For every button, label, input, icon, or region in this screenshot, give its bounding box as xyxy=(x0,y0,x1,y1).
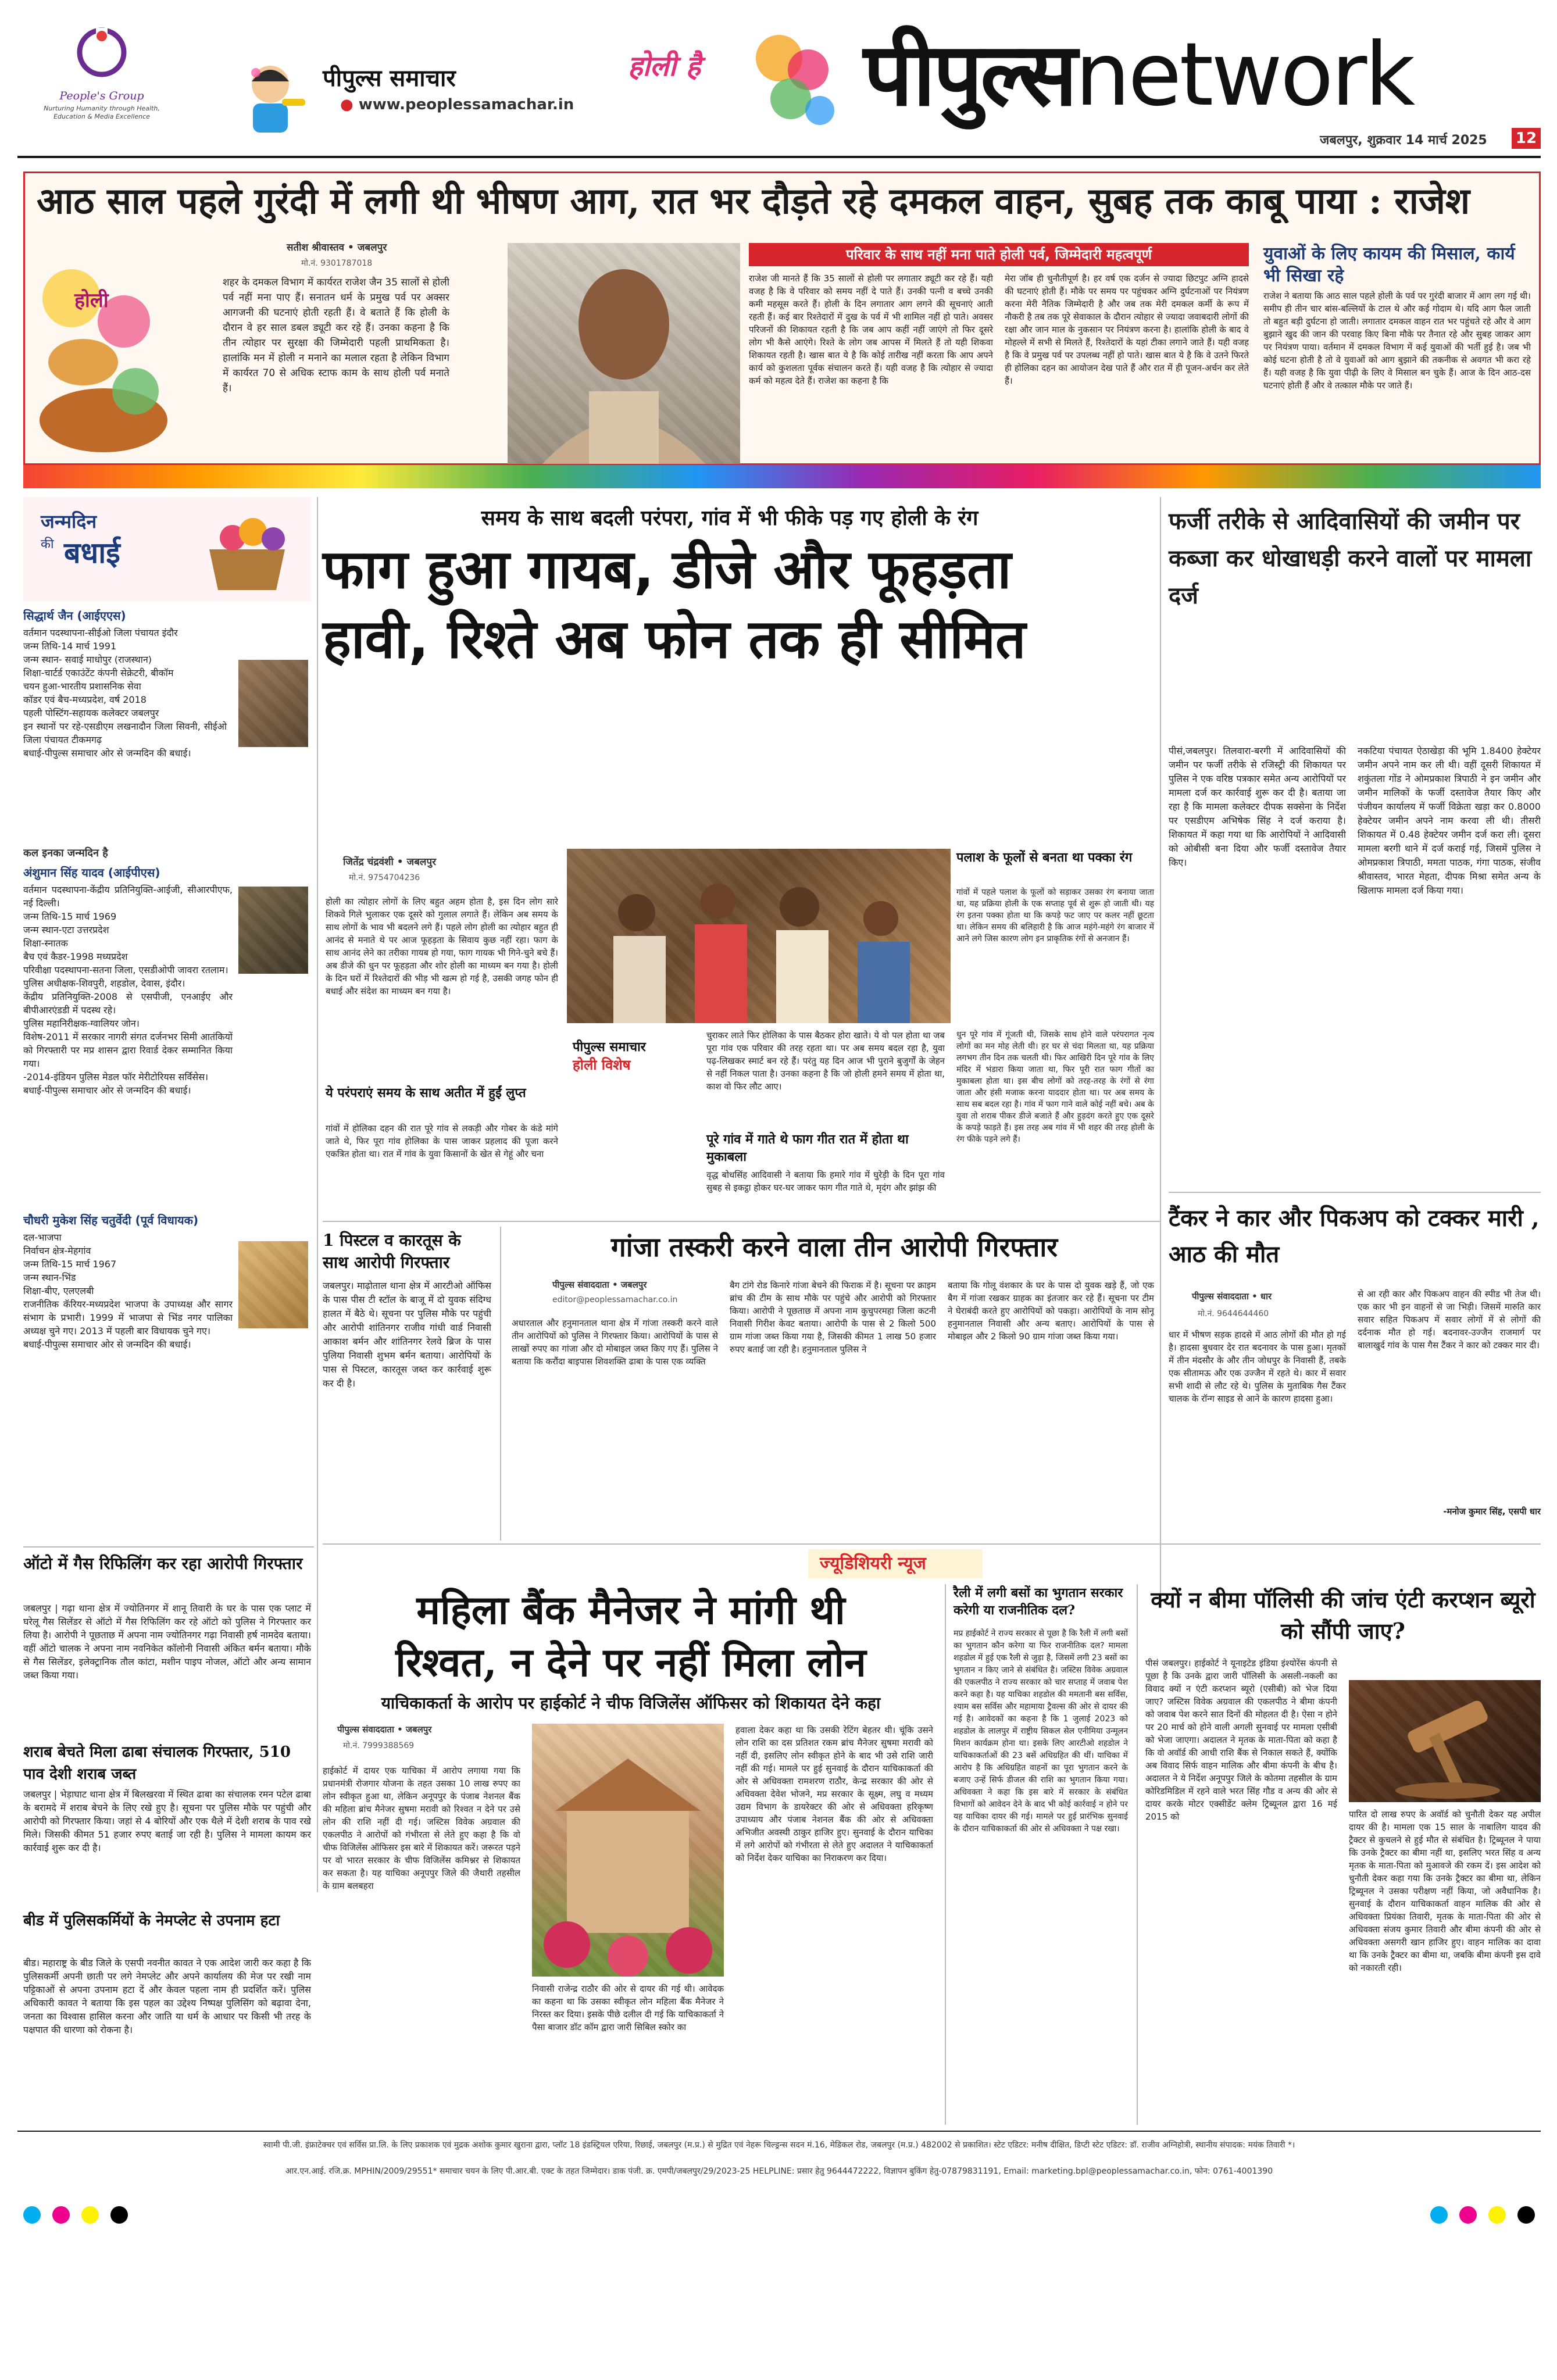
bank-headline xyxy=(323,1584,939,1689)
cmyk-bar-right xyxy=(1430,2206,1535,2224)
network-title-english: network xyxy=(1075,24,1413,126)
bima-col1: पीसं जबलपुर। हाईकोर्ट ने यूनाइटेड इंडिया इंश्योरेंस कंपनी से पूछा है कि उनके द्वारा जारी पॉलिसी के असली-नकली का विवाद क्यों न एंटी करप्शन ब्यूरो (एसीबी) को भेज दिया जाए? जस्टिस विवेक अग्रवाल की एकलपीठ ने बीमा कंपनी को जवाब पेश करने सात दिनों की मोहलत दी है। ऐसा न होने पर 20 मार्च को होने वाली अगली सुनवाई पर मामला एसीबी को भेजा जाएगा। अदालत ने मृतक के माता-पिता को कहा है कि वो अवॉर्ड की आधी राशि बैंक से निकाल सकते हैं, क्योंकि अब विवाद सिर्फ वाहन मालिक और बीमा कंपनी के बीच है। अदालत ने ये निर्देश अनूपपुर जिले के कोतमा तहसील के ग्राम कोरिडमिडिल में रहने वाले भरत सिंह गौड व अन्य की ओर से दायर करके मोटर एक्सीडेंट क्लेम ट्रिब्यूनल द्वारा 16 मई 2015 को xyxy=(1145,1658,1337,1822)
ganja-headline: गांजा तस्करी करने वाला तीन आरोपी गिरफ्तार xyxy=(610,1231,1058,1263)
network-title xyxy=(863,12,1413,128)
liquor-headline: शराब बेचते मिला ढाबा संचालक गिरफ्तार, 510 पाव देशी शराब जब्त xyxy=(23,1743,291,1783)
col-rule xyxy=(500,1227,501,1541)
tanker-col2: से आ रही कार और पिकअप वाहन की स्पीड भी तेज थी। एक कार भी इन वाहनों से जा भिड़ी। जिसमें मारुति कार सवार सहित पिकअप में सवार लोगों में से लोगों की दर्दनाक मौत हो गई। बदनावर-उज्जैन राजमार्ग पर बालाखुर्द गांव के पास गैस टैंकर ने कार को टक्कर मार दी। xyxy=(1358,1289,1541,1350)
birthday-kal: कल इनका जन्मदिन है xyxy=(23,847,108,859)
group-emblem-icon xyxy=(41,23,163,87)
gavel-photo xyxy=(1349,1680,1541,1802)
lead-mobile: मो.नं. 9301787018 xyxy=(301,259,373,268)
pistol-headline: 1 पिस्टल व कारतूस के साथ आरोपी गिरफ्तार xyxy=(323,1231,461,1272)
lead-intro: शहर के दमकल विभाग में कार्यरत राजेश जैन 35 सालों से होली पर्व नहीं मना पाए हैं। सनातन धर्म के प्रमुख पर्व पर अक्सर आगजनी की घटनाएं होती रहती हैं। वे बताते हैं कि होली के दौरान वे हर साल डबल ड्यूटी कर रहे हैं। उनका कहना है कि तीन त्योहार पर सुरक्षा की जिम्मेदारी पहली प्राथमिकता है। हालांकि मन में होली न मनाने का मलाल रहता है लेकिन विभाग में कार्यरत 70 से अधिक स्टाफ काम के साथ होली पर्व मनाते हैं। xyxy=(223,277,449,394)
paper-url-text: www.peoplessamachar.in xyxy=(358,96,574,113)
birthday-p3-text: दल-भाजपा निर्वाचन क्षेत्र-मेहगांव जन्म तिथि-15 मार्च 1967 जन्म स्थान-भिंड शिक्षा-बीए, एलएलबी राजनीतिक कॅरियर-मध्यप्रदेश भाजपा के उपाध्यक्ष और सागर संभाग के प्रभारी। 1999 में भाजपा से भिंड नगर पालिका अध्यक्ष चुने गए। 2013 में पहली बार विधायक चुने गए। बधाई-पीपुल्स समाचार ओर से जन्मदिन की बधाई। xyxy=(23,1232,233,1350)
bank-subhead: याचिकाकर्ता के आरोप पर हाईकोर्ट ने चीफ विजिलेंस ऑफिसर को शिकायत देने कहा xyxy=(381,1693,881,1713)
col-rule xyxy=(945,1584,946,2125)
birthday-p2-name: अंशुमान सिंह यादव (आईपीएस) xyxy=(23,866,160,880)
tanker-mobile: मो.नं. 9644644460 xyxy=(1198,1309,1269,1318)
auto-headline: ऑटो में गैस रिफिलिंग कर रहा आरोपी गिरफ्तार xyxy=(23,1554,303,1573)
cmyk-bar-left xyxy=(23,2206,128,2224)
gift-basket-icon xyxy=(192,503,302,596)
page-number: 12 xyxy=(1512,128,1541,149)
liquor-text: जबलपुर | भेड़ाघाट थाना क्षेत्र में बिलखरवा में स्थित ढाबा का संचालक रमन पटेल ढाबा के बरामदे में शराब बेचने के लिए रखे हुए है। सूचना पर पुलिस मौके पर पहुंची और आरोपी को गिरफ्तार किया। जहां से 4 बोरियों और एक थैले में देशी शराब के पाव रखे मिले। जिसकी कीमत 51 हजार रुपए बताई जा रही है। पुलिस ने मामला कायम कर कार्रवाई शुरू कर दी है। xyxy=(23,1789,311,1853)
tanker-byline: पीपुल्स संवाददाता • धार xyxy=(1192,1291,1272,1302)
palash-text: गांवों में पहले पलाश के फूलों को सड़ाकर उसका रंग बनाया जाता था, यह प्रक्रिया होली के एक सप्ताह पूर्व से शुरू हो जाती थी। यह रंग इतना पक्का होता था कि कपड़े फट जाए पर कलर नहीं छूटता था। लेकिन समय की बलिहारी है कि आज महंगे-महंगे रंग बाजार में आने लगे जिस कारण लोग इन प्राकृतिक रंगों से अनजान हैं। xyxy=(956,888,1154,944)
bima-col2: पारित दो लाख रुपए के अवॉर्ड को चुनौती देकर यह अपील दायर की है। मामला एक 15 साल के नाबालिग यादव की ट्रैक्टर से कुचलने से हुई मौत से संबंधित है। ट्रिब्यूनल ने पाया कि उनके ट्रैक्टर का बीमा नहीं था, इसलिए भरत सिंह व अन्य मृतक के माता-पिता को मुआवजे की रकम दें। इस आदेश को चुनौती देकर कहा गया कि उनके ट्रैक्टर का बीमा था, लेकिन ट्रिब्यूनल ने उसका परीक्षण नहीं किया, जो अवैधानिक है। सुनवाई के दौरान याचिकाकर्ता वाहन मालिक की ओर से अधिवक्ता प्रियंका तिवारी, मृतक के माता-पिता की ओर से अधिवक्ता संजय कुमार तिवारी और बीमा कंपनी की ओर से अधिवक्ता असगरी खान हाजिर हुए। वाहन मालिक का दावा था कि उनके ट्रैक्टर का बीमा था, जबकि बीमा कंपनी इस दावे को नकारती रही। xyxy=(1349,1809,1541,1973)
birthday-banner xyxy=(23,497,311,602)
lead-side-head: युवाओं के लिए कायम की मिसाल, कार्य भी सिखा रहे xyxy=(1263,244,1515,286)
header-divider xyxy=(17,156,1541,158)
fag-sub2: पूरे गांव में गाते थे फाग गीत रात में होता था मुकाबला xyxy=(706,1132,909,1164)
fag-mobile: मो.नं. 9754704236 xyxy=(349,873,420,882)
birthday-title-top: जन्मदिन xyxy=(41,510,97,533)
holi-hai-logo: होली है xyxy=(628,50,701,83)
judiciary-label xyxy=(808,1549,983,1578)
ganja-byline: पीपुल्स संवाददाता • जबलपुर xyxy=(552,1280,647,1290)
paper-title: पीपुल्स समाचार xyxy=(323,65,456,92)
bus-text: मप्र हाईकोर्ट ने राज्य सरकार से पूछा है कि रैली में लगी बसों का भुगतान कौन करेगा या फिर राजनीतिक दल? मामला शहडोल में हुई एक रैली से जुड़ा है, जिसमें लगी 23 बसों का भुगतान न किए जाने से संबंधित है। जस्टिस विवेक अग्रवाल की एकलपीठ ने राज्य सरकार को चार सप्ताह में जवाब पेश करने कहा है। यह याचिका शहडोल की ममतानी बस सर्विस, श्याम बस सर्विस और महामाया ट्रैवल्स की ओर से दायर की गई है। आवेदकों का कहना है कि 1 जुलाई 2023 को शहडोल के लालपुर में राष्ट्रीय सिकल सेल एनीमिया उन्मूलन मिशन कार्यक्रम होना था। इसके लिए आरटीओ शहडोल ने याचिकाकर्ताओं की 23 बसें अधिग्रहित की थीं। याचिका में आरोप है कि अधिग्रहित वाहनों का पूरा भुगतान करने के बजाए उन्हें सिर्फ डीजल की राशि का भुगतान किया गया। अधिवक्ता ने कहा कि इस बारे में सरकार के संबंधित विभागों को आवेदन देने के बाद भी कोई कार्रवाई न होने पर यह याचिका दायर की गई। मामले पर हुई प्रारंभिक सुनवाई के दौरान याचिकाकर्ता की ओर से अधिवक्ता ने पक्ष रखा। xyxy=(954,1629,1128,1834)
color-powder-strip xyxy=(23,465,1541,488)
fag-col1b: गांवों में होलिका दहन की रात पूरे गांव से लकड़ी और गोबर के कंडे मांगे जाते थे, फिर पूरा गांव होलिका के पास जाकर प्रहलाद की पूजा करने एकत्रित होता था। रात में गांव के युवा किसानों के खेत से गेहूं और चना xyxy=(326,1123,558,1159)
rajesh-photo xyxy=(508,243,740,464)
birthday-p1-name: सिद्धार्थ जैन (आईएएस) xyxy=(23,609,126,623)
bank-col1b: निवासी राजेन्द्र राठौर की ओर से दायर की गई थी। आवेदक का कहना था कि उसका स्वीकृत लोन महिला बैंक मैनेजर ने निरस्त कर दिया। इसके पीछे दलील दी गई कि याचिकाकर्ता ने पैसा बाजार डॉट कॉम द्वारा जारी सिबिल स्कोर का xyxy=(532,1984,724,2032)
group-tagline: Nurturing Humanity through Health, Education & Media Excellence xyxy=(44,105,160,120)
auto-text: जबलपुर | गढ़ा थाना क्षेत्र में ज्योतिनगर में शानू तिवारी के घर के पास एक प्लाट में घरेलू गैस सिलेंडर से ऑटो में गैस रिफिलिंग कर रहे ऑटो को पुलिस ने गिरफ्तार कर लिया है। आरोपी ने पूछताछ में अपना नाम ज्योतिनगर गढ़ा निवासी हर्ष नामदेव बताया। वहीं ऑटो चालक ने अपना नाम नवनिकेत कॉलोनी निवासी अंकित बर्मन बताया। मौके से गैस सिलेंडर, इलेक्ट्रानिक तौल कांटा, मशीन पाइप नोजल, ऑटो और अन्य सामान जब्त किया गया। xyxy=(23,1603,311,1681)
fag-col3: धुन पूरे गांव में गूंजती थी, जिसके साथ होने वाले परंपरागत नृत्य लोगों का मन मोह लेती थी। हर घर से चंदा मिलता था, यह प्रक्रिया लगभग तीन दिन तक चलती थी। फिर आखिरी दिन पूरे गांव के लिए मंदिर में भंडारा किया जाता था, फिर पूरी रात फाग गीतों का मुकाबला होता था। इस बीच लोगों को तरह-तरह के रंगों से रंगा जाता और हंसी मजाक करना याददार होता था। पर अब समय के साथ सब बदल रहा है। गांव में फाग गाने वाले कोई नहीं बचे। अब के युवा तो शराब पीकर डीजे बजाते हैं और हुड़दंग करते हुए एक दूसरे के कपड़े फाड़ते हैं। इस तरह अब गांव में भी शहर की तरह होली के रंग फीके पड़ने लगे हैं। xyxy=(956,1030,1154,1144)
adivasi-col1: पीसं,जबलपुर। तिलवारा-बरगी में आदिवासियों की जमीन पर फर्जी तरीके से रजिस्ट्री की शिकायत पर पुलिस ने एक वरिष्ठ पत्रकार समेत अन्य आरोपियों पर मामला दर्ज कर कार्रवाई शुरू कर दी है। बताया जा रहा है कि मामला कलेक्टर दीपक सक्सेना के निर्देश पर एसडीएम अभिषेक सिंह ने दर्ज कराया है। शिकायत में कहा गया था कि आरोपियों ने आदिवासी को ओबीसी बना दिया और फर्जी दस्तावेज तैयार किए। xyxy=(1169,745,1346,868)
section-rule xyxy=(23,1546,314,1548)
section-rule xyxy=(1169,1192,1541,1193)
lead-side-text: राजेश ने बताया कि आठ साल पहले होली के पर्व पर गुरंदी बाजार में आग लग गई थी। समीप ही तीन चार बांस-बल्लियों के टाल थे और कई गोदाम थे। यदि आग फैल जाती तो बहुत बड़ी दुर्घटना हो जाती। लगातार दमकल वाहन रात भर पहुंचते रहे और वे आग बुझाने खुद की जान की परवाह किए बिना मौके पर तैनात रहे और सुबह जाकर आग पर नियंत्रण पाया। वर्तमान में दमकल विभाग में कई युवाओं की भर्ती हुई है। जब भी कोई घटना होती है तो वे युवाओं को आग बुझाने की तकनीक से अवगत भी करा रहे हैं। यही वजह है कि युवा पीढ़ी के लिए वे मिसाल बन चुके हैं। आज के दिन आठ-दस घटनाएं होती हैं और वे तत्काल मौके पर जाते हैं। xyxy=(1263,291,1531,391)
fag-col1: होली का त्योहार लोगों के लिए बहुत अहम होता है, इस दिन लोग सारे शिकवे गिले भुलाकर एक दूसरे को गुलाल लगाते हैं। लेकिन अब समय के साथ लोगों के भाव भी बदलने लगे हैं। पहले लोग होली का त्योहार बहुत ही आनंद से मनाते थे पर आज फूहड़ता के सिवाय कुछ नहीं रहा। फाग के साथ आनंद लेने का तरीका गायब हो गया, फाग गायक भी गिने-चुने बचे हैं। अब डीजे की धुन पर फूहड़ता और शोर होली का माध्यम बन गया है। होली के दिन घरों में रिश्तेदारों की भीड़ भी खत्म हो गई है, उसकी जगह फोन ही बधाई और संदेश का माध्यम बन गया है। xyxy=(326,896,558,996)
birthday-p2-text: वर्तमान पदस्थापना-केंद्रीय प्रतिनियुक्ति-आईजी, सीआरपीएफ, नई दिल्ली। जन्म तिथि-15 मार्च 1969 जन्म स्थान-एटा उत्तरप्रदेश शिक्षा-स्नातक बैच एवं कैडर-1998 मध्यप्रदेश परिवीक्षा पदस्थापना-सतना जिला, एसडीओपी जावरा रतलाम। पुलिस अधीक्षक-शिवपुरी, शहडोल, देवास, इंदौर। केंद्रीय प्रतिनियुक्ति-2008 से एसपीजी, एनआईए और बीपीआरएंडडी में पदस्थ रहे। पुलिस महानिरीक्षक-ग्वालियर जोन। विशेष-2011 में सरकार नागरी संगत दर्जनभर सिमी आतंकियों को गिरफ्तारी पर मप्र शासन द्वारा रिवार्ड देकर सम्मानित किया गया। -2014-इंडियन पुलिस मेडल फॉर मेरीटोरियस सर्विसेस। बधाई-पीपुल्स समाचार ओर से जन्मदिन की बधाई। xyxy=(23,884,233,1096)
bank-col2: हवाला देकर कहा था कि उसकी रेटिंग बेहतर थी। चूंकि उसने लोन राशि का दस प्रतिशत रकम ब्रांच मैनेजर सुषमा मरावी को नहीं दी, इसलिए लोन स्वीकृत होने के बाद भी उसे राशि जारी नहीं की गई। मामले पर हुई सुनवाई के दौरान याचिकाकर्ता की ओर से अधिवक्ता रामशरण राठौर, केन्द्र सरकार की ओर से अधिवक्ता देवेश भोजने, मप्र सरकार के सूक्ष्म, लघु व मध्यम उद्यम विभाग के डायरेक्टर की ओर से अधिवक्ता हरिकृष्ण उपाध्याय और पंजाब नेशनल बैंक की ओर से अधिवक्ता अभिजीत अवस्थी ठाकुर हाजिर हुए। सुनवाई के दौरान याचिका में लगे आरोपों को गंभीरता से लेते हुए अदालत ने याचिकाकर्ता को निर्देश देकर याचिका का निराकरण कर दिया। xyxy=(735,1725,933,1863)
paper-url xyxy=(340,96,574,113)
peoples-group-logo xyxy=(41,23,163,145)
group-name: People's Group xyxy=(59,90,144,102)
holi-vishesh-badge xyxy=(573,1038,695,1074)
adivasi-col2: नकटिया पंचायत ऐठाखेड़ा की भूमि 1.8400 हेक्टेयर जमीन अपने नाम कर ली थी। वहीं दूसरी शिकायत में शकुंतला गोंड ने ओमप्रकाश त्रिपाठी ने इन जमीन और जमीन मालिकों के फर्जी दस्तावेज तैयार किए और पंजीयन कार्यालय में फर्जी विक्रेता खड़ा कर 0.8000 हेक्टेयर जमीन अपने नाम करवा ली थी। तीसरी शिकायत में 0.48 हेक्टेयर जमीन दर्ज करा ली। दूसरा मामला बरगी थाने में दर्ज कराई गई, जिसमें पुलिस ने ओमप्रकाश त्रिपाठी, ममता पाठक, गंगा पाठक, संजीव श्रीवास्तव, भारत मेहता, दीपक मिश्रा समेत अन्य के खिलाफ मामला दर्ज किया गया। xyxy=(1358,745,1541,896)
vishesh-paper: पीपुल्स समाचार xyxy=(573,1040,646,1055)
judiciary-label-text: ज्यूडिशियरी न्यूज xyxy=(820,1553,926,1574)
holi-kid-illustration xyxy=(233,58,308,140)
lead-col2: मेरा जॉब ही चुनौतीपूर्ण है। हर वर्ष एक दर्जन से ज्यादा छिटपुट अग्नि हादसे की घटनाएं होती हैं। मौके पर समय पर पहुंचकर अग्नि दुर्घटनाओं पर नियंत्रण करना मेरी नैतिक जिम्मेदारी है और जब तक मेरी दमकल कर्मी के रूप में नौकरी है तब तक पूरे सेवाकाल के दौरान त्योहार से ज्यादा जवाबदारी लोगों की रक्षा और जान माल के नुकसान पर नियंत्रण करना है। हालांकि होली के बाद वे मोहल्ले में सभी से मिलते हैं, रिश्तेदारों के यहां टीका लगाने जाते हैं। यही वजह है कि वे प्रमुख पर्व पर उपलब्ध नहीं हो पाते। खास बात ये है कि वे उतने फिरते ही होलिका दहन का आयोजन देख पाते हैं और रात में ही पूजन-अर्चन कर लेते हैं। xyxy=(1005,273,1249,386)
bank-headline-line1: महिला बैंक मैनेजर ने मांगी थी xyxy=(416,1587,845,1634)
lead-byline: सतीश श्रीवास्तव • जबलपुर xyxy=(287,242,387,253)
fag-col2b: वृद्ध बोधसिंह आदिवासी ने बताया कि हमारे गांव में घुरेड़ी के दिन पूरा गांव सुबह से इकट्ठा होकर घर-घर जाकर फाग गीत गाते थे, मृदंग और झांझ की xyxy=(706,1170,945,1193)
masthead xyxy=(0,0,1557,170)
section-rule xyxy=(323,1543,1541,1545)
fag-kicker: समय के साथ बदली परंपरा, गांव में भी फीके पड़ गए होली के रंग xyxy=(481,506,979,530)
lead-story-box xyxy=(23,171,1541,465)
color-splash xyxy=(744,23,849,140)
ganja-col2: बैग टांगे रोड किनारे गांजा बेचने की फिराक में है। सूचना पर क्राइम ब्रांच की टीम के साथ मौके पर पहुंचे और आरोपी को गिरफ्तार किया। आरोपी ने पूछताछ में अपना नाम कुचुपरमहा जिला कटनी निवासी गिरीश केवट बताया। आरोपी के पास से 2 किलो 500 ग्राम गांजा जब्त किया गया है, जिसकी कीमत 1 लाख 50 हजार रुपए बताई जा रही है। हनुमानताल पुलिस ने xyxy=(730,1280,936,1355)
tanker-sign: -मनोज कुमार सिंह, एसपी धार xyxy=(1443,1506,1541,1517)
birthday-column xyxy=(23,497,311,1538)
fag-headline-line1: फाग हुआ गायब, डीजे और फूहड़ता xyxy=(323,538,1012,601)
pistol-text: जबलपुर। माढ़ोताल थाना क्षेत्र में आरटीओ ऑफिस के पास पीस टी स्टॉल के बाजू में दो युवक संदिग्ध हालत में बैठे थे। सूचना पर पुलिस मौके पर पहुंची और आरोपी शांतिनगर राजीव गांधी वार्ड निवासी आकाश बर्मन और शांतिनगर रेलवे ब्रिज के पास पुलिया निवासी शुभम बर्मन बताया। आरोपियों के पास से पिस्टल, कारतूस जब्त कर कार्रवाई शुरू कर दी है। xyxy=(323,1280,491,1389)
birthday-title-mid: की xyxy=(41,537,54,552)
fag-sub1: ये परंपराएं समय के साथ अतीत में हुईं लुप्त xyxy=(326,1085,526,1100)
footer-imprint: स्वामी पी.जी. इंफ्राटेक्चर एवं सर्विस प्रा.लि. के लिए प्रकाशक एवं मुद्रक अशोक कुमार खुराना द्वारा, प्लॉट 18 इंडस्ट्रियल एरिया, रिछाई, जबलपुर (म.प्र.) से मुद्रित एवं नेहरू चिल्ड्रन्स सदन मं.16, मेडिकल रोड, जबलपुर (म.प्र.) 482002 से प्रकाशित। स्टेट एडिटर: मनीष दीक्षित, डिप्टी स्टेट एडिटर: डॉ. राजीव अग्निहोत्री, स्थानीय संपादक: मयंक तिवारी *। xyxy=(263,2140,1295,2150)
fag-byline: जितेंद्र चंद्रवंशी • जबलपुर xyxy=(343,856,437,868)
section-rule xyxy=(323,1221,1160,1222)
vishesh-label: होली विशेष xyxy=(573,1057,631,1073)
footer-registration: आर.एन.आई. रजि.क्र. MPHIN/2009/29551* समाचार चयन के लिए पी.आर.बी. एक्ट के तहत जिम्मेदार। डाक पंजी. क्र. एमपी/जबलपुर/29/2023-25 HELPLINE: प्रसार हेतु 9644472222, विज्ञापन बुकिंग हेतु-07879831191, Email: marketing.bpl@peoplessamachar.co.in, फोन: 0761-4001390 xyxy=(285,2167,1273,2176)
page-dateline: जबलपुर, शुक्रवार 14 मार्च 2025 xyxy=(1320,133,1487,148)
holi-illustration xyxy=(31,228,176,461)
tanker-col1: धार में भीषण सड़क हादसे में आठ लोगों की मौत हो गई है। हादसा बुधवार देर रात बदनावर के पास हुआ। मृतकों में तीन मंदसौर के और तीन जोधपुर के निवासी हैं, तबके एक सीतामऊ और एक उज्जैन में रहते थे। कार में सवार सभी शादी से लौट रहे थे। पुलिस के मुताबिक गैस टैंकर चालक के रॉन्ग साइड से आने के कारण हादसा हुआ। xyxy=(1169,1330,1346,1404)
fag-headline xyxy=(323,535,1154,674)
col-rule xyxy=(1160,497,1161,1602)
birthday-title-bot: बधाई xyxy=(64,535,120,570)
mukesh-chaturvedi-photo xyxy=(238,1241,308,1328)
lead-subhead: परिवार के साथ नहीं मना पाते होली पर्व, जिम्मेदारी महत्वपूर्ण xyxy=(749,243,1249,266)
bima-headline: क्यों न बीमा पॉलिसी की जांच एंटी करप्शन ब्यूरो को सौंपी जाए? xyxy=(1151,1586,1535,1644)
bank-mobile: मो.नं. 7999388569 xyxy=(343,1741,415,1750)
cmyk-registration-marks xyxy=(23,2203,1535,2227)
fag-group-photo xyxy=(567,849,951,1023)
ganja-col1: अधारताल और हनुमानताल थाना क्षेत्र में गांजा तस्करी करने वाले तीन आरोपियों को पुलिस ने गिरफ्तार किया। आरोपियों के पास से लाखों रुपए का गांजा और दो मोबाइल जब्त किए गए हैं। पुलिस ने बताया कि करौंदा बाइपास शिवशक्ति ढाबा के पास एक व्यक्ति xyxy=(512,1318,718,1367)
birthday-p3-name: चौधरी मुकेश सिंह चतुर्वेदी (पूर्व विधायक) xyxy=(23,1213,199,1227)
col-rule xyxy=(317,497,318,1892)
bid-headline: बीड में पुलिसकर्मियों के नेमप्लेट से उपनाम हटा xyxy=(23,1912,280,1929)
svg-text:होली: होली xyxy=(74,289,109,312)
col-rule xyxy=(1137,1584,1138,2125)
adivasi-headline: फर्जी तरीके से आदिवासियों की जमीन पर कब्जा कर धोखाधड़ी करने वालों पर मामला दर्ज xyxy=(1169,508,1532,609)
bank-byline: पीपुल्स संवाददाता • जबलपुर xyxy=(337,1724,432,1735)
lead-headline: आठ साल पहले गुरंदी में लगी थी भीषण आग, रात भर दौड़ते रहे दमकल वाहन, सुबह तक काबू पाया : राजेश xyxy=(37,180,1470,222)
bus-headline: रैली में लगी बसों का भुगतान सरकार करेगी या राजनीतिक दल? xyxy=(954,1585,1123,1618)
bank-headline-line2: रिश्वत, न देने पर नहीं मिला लोन xyxy=(395,1639,866,1686)
birthday-p1-text: वर्तमान पदस्थापना-सीईओ जिला पंचायत इंदौर जन्म तिथि-14 मार्च 1991 जन्म स्थान- सवाई माधोपुर (राजस्थान) शिक्षा-चार्टर्ड एकाउंटेंट कंपनी सेक्रेटरी, बीकॉम चयन हुआ-भारतीय प्रशासनिक सेवा कॉडर एवं बैच-मध्यप्रदेश, वर्ष 2018 पहली पोस्टिंग-सहायक कलेक्टर जबलपुर इन स्थानों पर रहे-एसडीएम लखनादौन जिला सिवनी, सीईओ जिला पंचायत टीकमगढ़ बधाई-पीपुल्स समाचार ओर से जन्मदिन की बधाई। xyxy=(23,627,227,759)
fag-headline-line2: हावी, रिश्ते अब फोन तक ही सीमित xyxy=(323,608,1026,670)
palash-head: पलाश के फूलों से बनता था पक्का रंग xyxy=(956,850,1133,865)
ganja-email: editor@peoplessamachar.co.in xyxy=(552,1295,678,1305)
globe-icon: ● xyxy=(340,96,359,113)
tanker-headline: टैंकर ने कार और पिकअप को टक्कर मारी , आठ की मौत xyxy=(1169,1205,1540,1268)
footer-rule xyxy=(17,2131,1541,2132)
bank-col1: हाईकोर्ट में दायर एक याचिका में आरोप लगाया गया कि प्रधानमंत्री रोजगार योजना के तहत उसका 10 लाख रुपए का लोन स्वीकृत हुआ था, लेकिन अनूपपुर के पंजाब नेशनल बैंक की महिला ब्रांच मैनेजर सुषमा मरावी को रिश्वत न देने पर उसे लोन की राशि नहीं दी गई। जस्टिस विवेक अग्रवाल की एकलपीठ ने आरोपों को गंभीरता से लेते हुए कहा है कि वो चीफ विजिलेंस ऑफिसर इस बारे में शिकायत करें। जरूरत पड़ने पर वो भारत सरकार के चीफ विजिलेंस कमिश्नर से शिकायत कर सकता है। यह याचिका अनूपपुर जिले की जैथारी तहसील के ग्राम बलबहरा xyxy=(323,1766,520,1891)
fag-col2: चुराकर लाते फिर होलिका के पास बैठकर होरा खाते। ये वो पल होता था जब पूरा गांव एक परिवार की तरह रहता था। पर अब समय बदल रहा है, युवा पढ़-लिखकर स्मार्ट बन रहे हैं। परंतु यह दिन आज भी पुराने बुजुर्गों के जेहन से नहीं निकल पाता है। उनका कहना है कि जो होली हमने समय में होता था, काश वो फिर लौट आए। xyxy=(706,1030,945,1092)
bid-text: बीड। महाराष्ट्र के बीड जिले के एसपी नवनीत कावत ने एक आदेश जारी कर कहा है कि पुलिसकर्मी अपनी छाती पर लगे नेमप्लेट और अपने कार्यालय की मेज पर रखी नाम पट्टिकाओं से अपना उपनाम हटा दें और केवल पहला नाम ही प्रदर्शित करें। पुलिस अधिकारी कावत ने बताया कि इस पहल का उद्देश्य निष्पक्ष पुलिसिंग को बढ़ावा देना, जनता का विश्वास हासिल करना और जाति या धर्म के आधार पर किसी भी तरह के पक्षपात की धारणा को रोकना है। xyxy=(23,1957,311,2035)
ganja-col3: बताया कि गोलू वंशकार के घर के पास दो युवक खड़े हैं, जो एक बैग में गांजा रखकर ग्राहक का इंतजार कर रहे हैं। सूचना पर टीम ने घेराबंदी करते हुए आरोपियों को पकड़ा। आरोपियों के नाम सोनू हनुमानताल निवासी और अन्य बताए। आरोपियों के पास से मोबाइल और 2 किलो 90 ग्राम गांजा जब्त किया गया। xyxy=(948,1280,1154,1342)
anshuman-singh-photo xyxy=(238,887,308,974)
siddharth-jain-photo xyxy=(238,660,308,747)
lead-col1: राजेश जी मानते हैं कि 35 सालों से होली पर लगातार ड्यूटी कर रहे हैं। यही वजह है कि वे परिवार को समय नहीं दे पाते हैं। उनकी पत्नी व बच्चे उनकी कमी महसूस करते हैं। होली के दिन लगातार आग लगने की सूचनाएं आती रहती हैं। कई बार रिश्तेदारों में दुख के पर्व में भी शामिल नहीं हो पाते। अवसर परिजनों की शिकायत रहती है कि जब आप कहीं नहीं जाएंगे तो फिर दूसरे लोग भी कैसे आएंगे। रिश्ते के लोग जब आपस में मिलते हैं तो यही शिकवा शिकायत रहती है। खास बात ये है कि कोई तारीख नहीं करता कि आप अपने कार्य को कुशलता पूर्वक संचालन करते हैं। यही वजह है कि त्योहार से ज्यादा कर्म को महत्व देते हैं। राजेश का कहना है कि xyxy=(749,273,993,386)
bank-photo xyxy=(532,1724,724,1977)
network-title-hindi: पीपुल्स xyxy=(863,24,1076,126)
